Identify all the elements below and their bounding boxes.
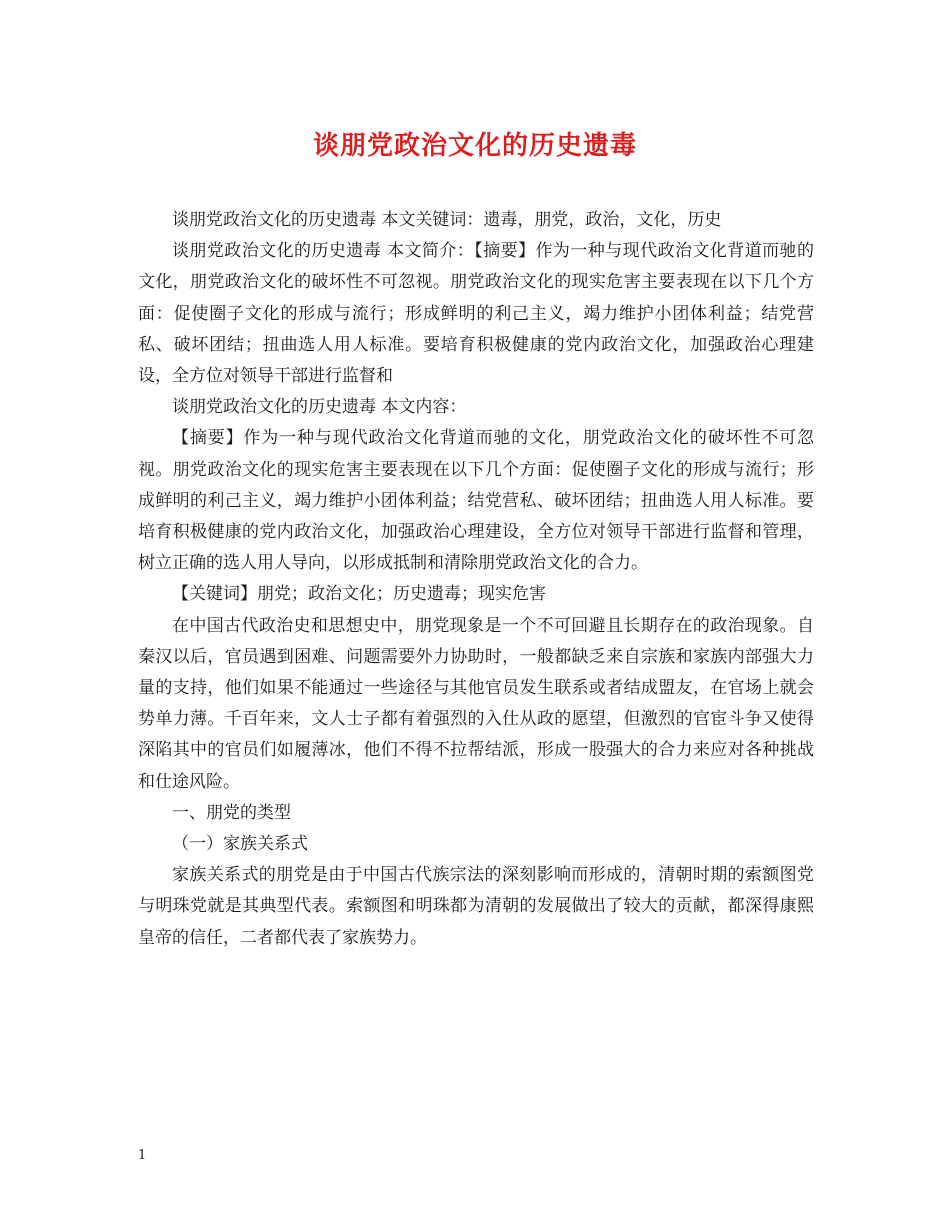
document-body	[138, 205, 814, 954]
paragraph-abstract: 【摘要】作为一种与现代政治文化背道而驰的文化，朋党政治文化的破坏性不可忽视。朋党政治文化的现实危害主要表现在以下几个方面：促使圈子文化的形成与流行；形成鲜明的利己主义，竭力维护小团体利益；结党营私、破坏团结；扭曲选人用人标准。要培育积极健康的党内政治文化，加强政治心理建设，全方位对领导干部进行监督和管理，树立正确的选人用人导向，以形成抵制和清除朋党政治文化的合力。	[138, 428, 814, 574]
document-title: 谈朋党政治文化的历史遗毒	[312, 131, 637, 161]
page-number: 1	[138, 1148, 147, 1163]
subsection-heading: （一）家族关系式	[172, 834, 308, 855]
paragraph-keywords: 【关键词】朋党；政治文化；历史遗毒；现实危害	[172, 584, 546, 605]
paragraph-body: 在中国古代政治史和思想史中，朋党现象是一个不可回避且长期存在的政治现象。自秦汉以后，官员遇到困难、问题需要外力协助时，一般都缺乏来自宗族和家族内部强大力量的支持，他们如果不能通过一些途径与其他官员发生联系或者结成盟友，在官场上就会势单力薄。千百年来，文人士子都有着强烈的入仕从政的愿望，但激烈的官宦斗争又使得深陷其中的官员们如履薄冰，他们不得不拉帮结派，形成一股强大的合力来应对各种挑战和仕途风险。	[138, 615, 814, 792]
paragraph-content-intro: 谈朋党政治文化的历史遗毒 本文内容：	[172, 397, 467, 418]
paragraph-summary-intro: 谈朋党政治文化的历史遗毒 本文简介：【摘要】作为一种与现代政治文化背道而驰的文化，朋党政治文化的破坏性不可忽视。朋党政治文化的现实危害主要表现在以下几个方面：促使圈子文化的形成与流行；形成鲜明的利己主义，竭力维护小团体利益；结党营私、破坏团结；扭曲选人用人标准。要培育积极健康的党内政治文化，加强政治心理建设，全方位对领导干部进行监督和	[138, 241, 814, 387]
paragraph-body: 家族关系式的朋党是由于中国古代族宗法的深刻影响而形成的，清朝时期的索额图党与明珠党就是其典型代表。索额图和明珠都为清朝的发展做出了较大的贡献，都深得康熙皇帝的信任，二者都代表了家族势力。	[138, 865, 814, 948]
paragraph-keywords-intro: 谈朋党政治文化的历史遗毒 本文关键词：遗毒，朋党，政治，文化，历史	[172, 210, 722, 230]
section-heading: 一、朋党的类型	[172, 802, 291, 823]
